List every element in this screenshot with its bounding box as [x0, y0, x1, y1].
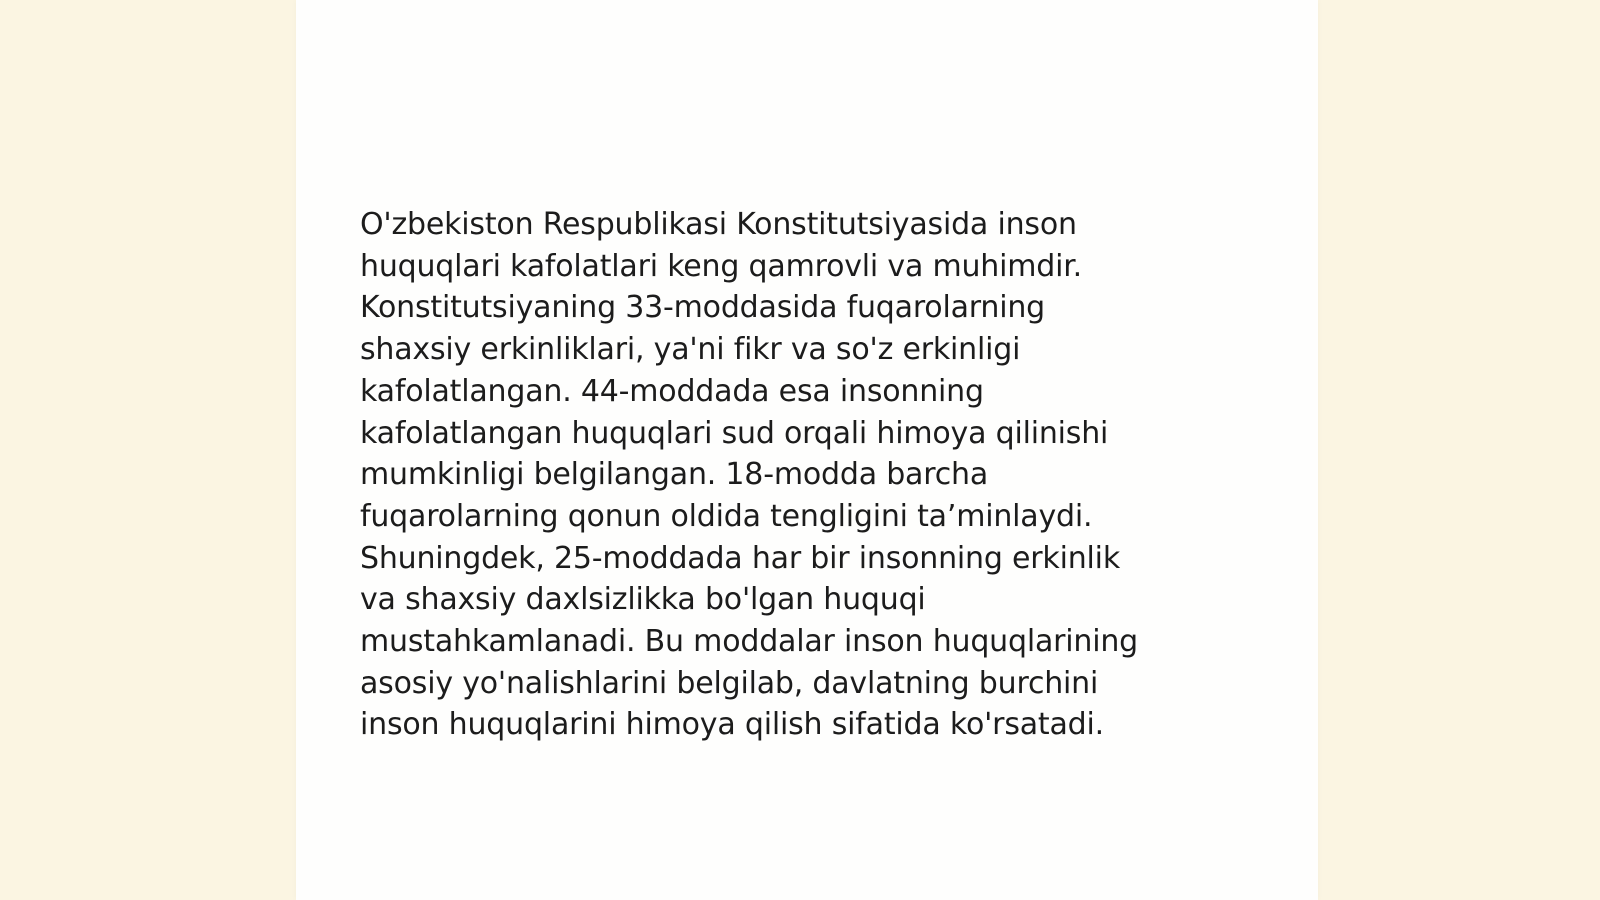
right-background-panel	[1318, 0, 1600, 900]
slide-content	[296, 0, 1318, 900]
paragraph-line: kafolatlangan. 44-moddada esa insonning	[360, 373, 984, 409]
paragraph-line: huquqlari kafolatlari keng qamrovli va muhimdir.	[360, 248, 1082, 284]
paragraph-line: fuqarolarning qonun oldida tengligini ta’minlaydi.	[360, 498, 1093, 534]
paragraph-line: Konstitutsiyaning 33-moddasida fuqarolarning	[360, 290, 1045, 326]
paragraph-line: mumkinligi belgilangan. 18-modda barcha	[360, 457, 989, 493]
paragraph-line: va shaxsiy daxlsizlikka bo'lgan huquqi	[360, 582, 926, 618]
paragraph-line: mustahkamlanadi. Bu moddalar inson huquqlarining	[360, 624, 1139, 660]
paragraph-line: asosiy yo'nalishlarini belgilab, davlatning burchini	[360, 665, 1099, 701]
paragraph-line: Shuningdek, 25-moddada har bir insonning erkinlik	[360, 540, 1120, 576]
left-background-panel	[0, 0, 296, 900]
paragraph-line: O'zbekiston Respublikasi Konstitutsiyasida inson	[360, 207, 1077, 242]
paragraph-line: shaxsiy erkinliklari, ya'ni fikr va so'z erkinligi	[360, 332, 1021, 368]
paragraph-line: inson huquqlarini himoya qilish sifatida ko'rsatadi.	[360, 707, 1104, 743]
body-paragraph	[360, 204, 1240, 746]
paragraph-line: kafolatlangan huquqlari sud orqali himoya qilinishi	[360, 415, 1109, 451]
